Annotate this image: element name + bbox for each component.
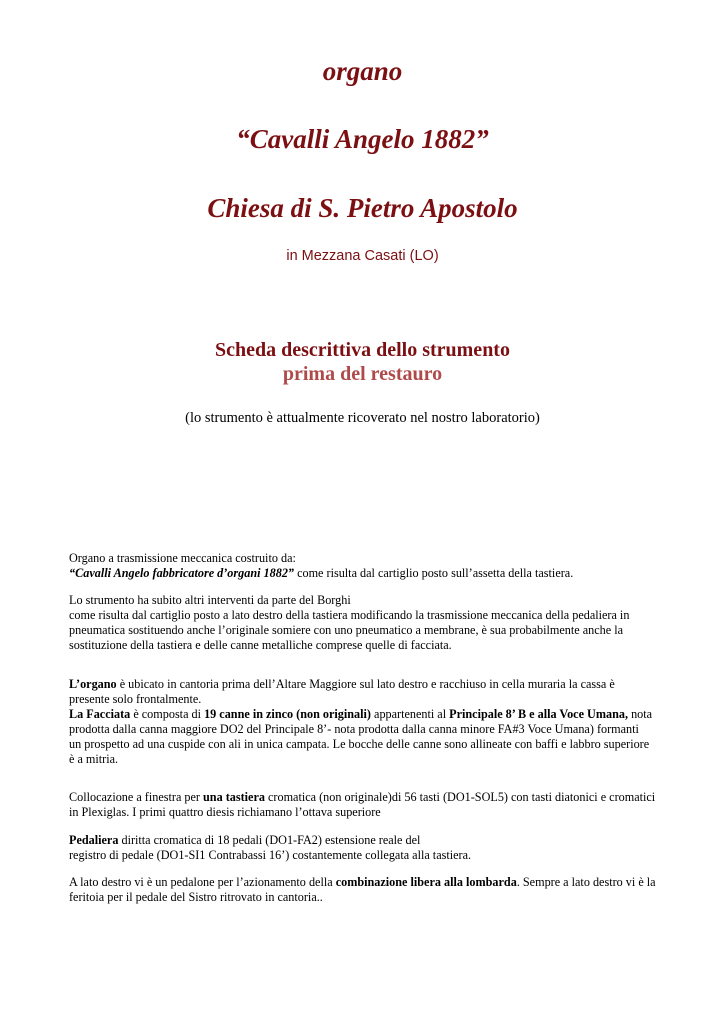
builder-name: “Cavalli Angelo fabbricatore d’organi 1882” (69, 566, 295, 580)
paragraph-line (69, 833, 669, 848)
bold-term: 19 canne in zinco (non originali) (204, 707, 371, 721)
paragraph-line (69, 677, 669, 692)
inline-text: Collocazione a finestra per (69, 790, 204, 804)
paragraph-line (69, 875, 669, 890)
paragraph-line: sostituzione della tastiera e delle canne metalliche comprese quelle di facciata. (69, 638, 452, 652)
paragraph-keyboard (69, 790, 669, 820)
paragraph-line: feritoia per il pedale del Sistro ritrovato in cantoria.. (69, 890, 323, 904)
title-builder: “Cavalli Angelo 1882” (236, 124, 489, 154)
paragraph-pedalboard (69, 833, 669, 863)
paragraph-interventions (69, 593, 669, 653)
paragraph-builder (69, 551, 669, 581)
inline-text: appartenenti al (370, 707, 450, 721)
inline-text: A lato destro vi è un pedalone per l’azionamento della (69, 875, 336, 889)
paragraph-line: Lo strumento ha subito altri interventi da parte del Borghi (69, 593, 351, 607)
paragraph-line: come risulta dal cartiglio posto a lato destro della tastiera modificando la trasmissione meccanica della pedaliera in (69, 608, 630, 622)
inline-text: cromatica (non originale)di 56 tasti (DO1-SOL5) con tasti diatonici e cromatici (264, 790, 656, 804)
paragraph-line: registro di pedale (DO1-SI1 Contrabassi 16’) costantemente collegata alla tastiera. (69, 848, 472, 862)
inline-text: come risulta dal cartiglio posto sull’assetta della tastiera. (294, 566, 574, 580)
paragraph-line: Organo a trasmissione meccanica costruito da: (69, 551, 296, 565)
bold-term: La Facciata (69, 707, 131, 721)
bold-term: L’organo (69, 677, 117, 691)
bold-term: Principale 8’ B e alla Voce Umana, (449, 707, 629, 721)
paragraph-line: prodotta dalla canna maggiore DO2 del Principale 8’- nota prodotta dalla canna minore FA#3 Voce Umana) formanti (69, 722, 639, 736)
paragraph-combination (69, 875, 669, 905)
paragraph-line: pneumatica sostituendo anche l’originale somiere con uno pneumatico a membrane, è sua probabilmente anche la (69, 623, 623, 637)
section-heading: Scheda descrittiva dello strumento (215, 339, 510, 361)
paragraph-line (69, 566, 669, 581)
section-subheading: prima del restauro (282, 363, 443, 385)
paragraph-line: in Plexiglas. I primi quattro diesis richiamano l’ottava superiore (69, 805, 381, 819)
paragraph-location-facade (69, 677, 669, 767)
bold-term: Pedaliera (69, 833, 119, 847)
bold-term: combinazione libera alla lombarda (335, 875, 517, 889)
location-text: in Mezzana Casati (LO) (286, 248, 439, 264)
title-organo: organo (322, 56, 403, 86)
inline-text: diritta cromatica di 18 pedali (DO1-FA2) estensione reale del (118, 833, 421, 847)
title-church: Chiesa di S. Pietro Apostolo (207, 193, 518, 223)
paragraph-line (69, 707, 669, 722)
paragraph-line: è a mitria. (69, 752, 119, 766)
bold-term: una tastiera (203, 790, 265, 804)
inline-text: . Sempre a lato destro vi è la (516, 875, 656, 889)
paragraph-line: presente solo frontalmente. (69, 692, 202, 706)
inline-text: nota (628, 707, 653, 721)
paragraph-line (69, 790, 669, 805)
paragraph-line: un prospetto ad una cuspide con ali in unica campata. Le bocche delle canne sono allineate con baffi e labbro superiore (69, 737, 650, 751)
note-text: (lo strumento è attualmente ricoverato nel nostro laboratorio) (185, 410, 540, 426)
inline-text: è ubicato in cantoria prima dell’Altare Maggiore sul lato destro e racchiuso in cella muraria la cassa è (116, 677, 615, 691)
inline-text: è composta di (130, 707, 205, 721)
